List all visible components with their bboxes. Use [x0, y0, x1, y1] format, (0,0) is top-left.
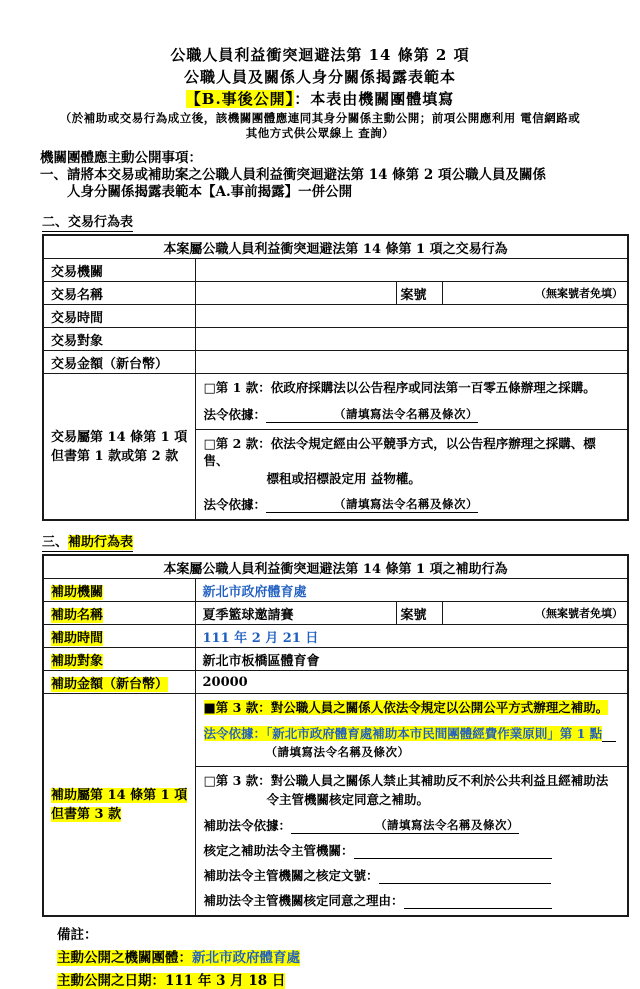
subsidy-clause-label-line2: 但書第 3 款: [51, 806, 122, 822]
transaction-agency-label: 交易機關: [43, 259, 195, 282]
transaction-clause2-law-label: 法令依據：: [203, 497, 267, 512]
table-row: [43, 282, 628, 305]
transaction-case-no-label: 案號: [396, 282, 442, 305]
subsidy-clause-label: [43, 694, 195, 917]
transaction-counterpart-label: 交易對象: [43, 328, 195, 351]
transaction-time-value: [195, 305, 628, 328]
table-row: [43, 235, 628, 259]
subsidy-name-label: 補助名稱: [43, 602, 195, 625]
section-3-prefix: 三、: [42, 535, 69, 550]
subsidy-table-caption: 本案屬公職人員利益衝突迴避法第 14 條第 1 項之補助行為: [43, 555, 628, 579]
subsidy-approve-doc-line: [204, 868, 620, 884]
subsidy-case-no-hint: （無案號者免填）: [442, 602, 628, 625]
transaction-clause2-line1: [204, 436, 620, 469]
subsidy-target-value: 新北市板橋區體育會: [195, 648, 628, 671]
subsidy-case-no-label: 案號: [396, 602, 442, 625]
subsidy-agency-value: 新北市政府體育處: [195, 579, 628, 602]
subsidy-target-label: 補助對象: [43, 648, 195, 671]
subsidy-approve-doc-label: 補助法令主管機關之核定文號：: [203, 868, 379, 883]
doc-title-line2: 公職人員及關係人身分關係揭露表範本: [183, 68, 456, 86]
publish-item-1-line2: 人身分關係揭露表範本【A.事前揭露】一併公開: [67, 184, 353, 200]
table-row: [43, 259, 628, 282]
subsidy-clause3b-line1: [204, 773, 620, 790]
subsidy-clause3a-law-field: [602, 741, 616, 742]
section-2-label-text: 二、交易行為表: [42, 215, 134, 230]
subsidy-law-basis-hint: （請填寫法令名稱及條次）: [375, 818, 520, 832]
subsidy-approve-agency-field: [354, 844, 552, 859]
subsidy-clause3a-law-hint: （請填寫法令名稱及條次）: [265, 745, 410, 759]
transaction-clause-label-line2: 但書第 1 款或第 2 款: [51, 448, 179, 464]
publish-org-value: 新北市政府體育處: [192, 950, 300, 966]
title-block: [0, 0, 640, 88]
transaction-table: [42, 234, 629, 521]
transaction-case-no-hint: （無案號者免填）: [442, 282, 628, 305]
subsidy-clause3a-cell: [195, 694, 628, 767]
subsidy-clause3a-law-value: 「新北市政府體育處補助本市民間團體經費作業原則」第 1 點: [266, 726, 603, 741]
subsidy-clause3a-line: [204, 700, 620, 717]
doc-title-line1: 公職人員利益衝突迴避法第 14 條第 2 項: [170, 46, 470, 64]
transaction-name-label: 交易名稱: [43, 282, 195, 305]
section-3-label: [42, 534, 133, 551]
doc-subtitle: [0, 88, 640, 110]
subsidy-clause3b-text1: 第 3 款：對公職人員之關係人禁止其補助反不利於公共利益且經補助法: [215, 773, 609, 788]
transaction-clause1-line: [204, 380, 620, 397]
transaction-name-value: [195, 282, 396, 305]
subsidy-table: [42, 554, 629, 917]
subsidy-name-value: 夏季籃球邀請賽: [195, 602, 396, 625]
transaction-clause2-text1: 第 2 款：依法令規定經由公平競爭方式，以公告程序辦理之採購、標售、: [203, 436, 596, 468]
paren-note-line1: （於補助或交易行為成立後，該機關團體應連同其身分關係主動公開；前項公開應利用 電信網路或: [59, 111, 581, 125]
transaction-clause1-text: 第 1 款：依政府採購法以公告程序或同法第一百零五條辦理之採購。: [215, 380, 596, 395]
subsidy-law-basis-label: 補助法令依據：: [203, 818, 292, 833]
subsidy-clause3b-line2: 令主管機關核定同意之補助。: [266, 792, 430, 807]
transaction-clause1-law-label: 法令依據：: [203, 407, 267, 422]
subsidy-clause3b-cell: [195, 767, 628, 917]
checkbox-unchecked-icon: □: [203, 774, 216, 789]
subsidy-clause3a-law-label: 法令依據：: [203, 726, 267, 741]
transaction-amount-value: [195, 351, 628, 374]
section-3-label-text: 補助行為表: [68, 535, 134, 550]
table-row: [43, 351, 628, 374]
subsidy-agency-label: 補助機關: [43, 579, 195, 602]
transaction-clause1-cell: [195, 374, 628, 430]
transaction-amount-label: 交易金額（新台幣）: [43, 351, 195, 374]
table-row: [43, 305, 628, 328]
subsidy-time-value: 111 年 2 月 21 日: [195, 625, 628, 648]
footer-block: [57, 927, 640, 989]
transaction-clause-label: [43, 374, 195, 521]
table-row: [43, 579, 628, 602]
paren-note: [0, 111, 640, 141]
table-row: [43, 671, 628, 694]
subsidy-clause3a-text: 第 3 款：對公職人員之關係人依法令規定以公開公平方式辦理之補助。: [215, 700, 609, 715]
transaction-table-caption: 本案屬公職人員利益衝突迴避法第 14 條第 1 項之交易行為: [43, 235, 628, 259]
table-row: [43, 648, 628, 671]
mode-desc: ：本表由機關團體填寫: [294, 90, 455, 108]
section-2-label: [42, 214, 133, 231]
transaction-clause1-law-field: [266, 406, 478, 423]
transaction-clause2-line2: 標租或招標設定用 益物權。: [266, 471, 421, 486]
transaction-clause2-cell: [195, 430, 628, 521]
subsidy-approve-doc-field: [379, 869, 551, 884]
subsidy-amount-value: 20000: [195, 671, 628, 694]
checkbox-unchecked-icon: □: [203, 437, 216, 452]
table-row: [43, 328, 628, 351]
table-row: [43, 625, 628, 648]
publish-date-line: [57, 973, 640, 989]
subsidy-approve-agency-label: 核定之補助法令主管機關：: [203, 843, 354, 858]
transaction-clause2-law-field: [266, 496, 478, 513]
publish-date-value: 111 年 3 月 18 日: [165, 973, 286, 989]
subsidy-clause3a-law-line: [204, 726, 620, 742]
publish-org-line: [57, 950, 640, 966]
transaction-clause-label-line1: 交易屬第 14 條第 1 項: [51, 429, 188, 445]
publish-heading: 機關團體應主動公開事項：: [40, 150, 202, 166]
transaction-clause2-law-line: [204, 496, 620, 513]
subsidy-amount-label: 補助金額（新台幣）: [43, 671, 195, 694]
subsidy-law-basis-line: [204, 817, 620, 834]
mode-badge: 【B.事後公開】: [185, 90, 295, 108]
subsidy-approve-reason-label: 補助法令主管機關核定同意之理由：: [203, 893, 404, 908]
transaction-counterpart-value: [195, 328, 628, 351]
transaction-agency-value: [195, 259, 628, 282]
checkbox-checked-icon: ■: [203, 701, 216, 716]
checkbox-unchecked-icon: □: [203, 381, 216, 396]
remark-label: 備註：: [57, 927, 98, 943]
publish-org-label: 主動公開之機關團體：: [57, 950, 192, 966]
subsidy-clause-label-line1: 補助屬第 14 條第 1 項: [51, 787, 188, 803]
subsidy-time-label: 補助時間: [43, 625, 195, 648]
table-row: [43, 555, 628, 579]
transaction-clause1-law-line: [204, 406, 620, 423]
subsidy-approve-reason-field: [404, 894, 552, 909]
paren-note-line2: 其他方式供公眾線上 查詢）: [245, 126, 395, 140]
table-row: [43, 374, 628, 430]
table-row: [43, 694, 628, 767]
subsidy-approve-reason-line: [204, 893, 620, 909]
transaction-clause1-law-hint: （請填寫法令名稱及條次）: [334, 407, 479, 421]
publish-date-label: 主動公開之日期：: [57, 973, 165, 989]
transaction-clause2-law-hint: （請填寫法令名稱及條次）: [334, 497, 479, 511]
transaction-time-label: 交易時間: [43, 305, 195, 328]
publish-item-1: [40, 167, 612, 201]
subsidy-approve-agency-line: [204, 843, 620, 859]
publish-item-1-line1: 一、請將本交易或補助案之公職人員利益衝突迴避法第 14 條第 2 項公職人員及關係: [40, 167, 546, 183]
table-row: [43, 602, 628, 625]
subsidy-law-basis-field: [291, 817, 519, 834]
